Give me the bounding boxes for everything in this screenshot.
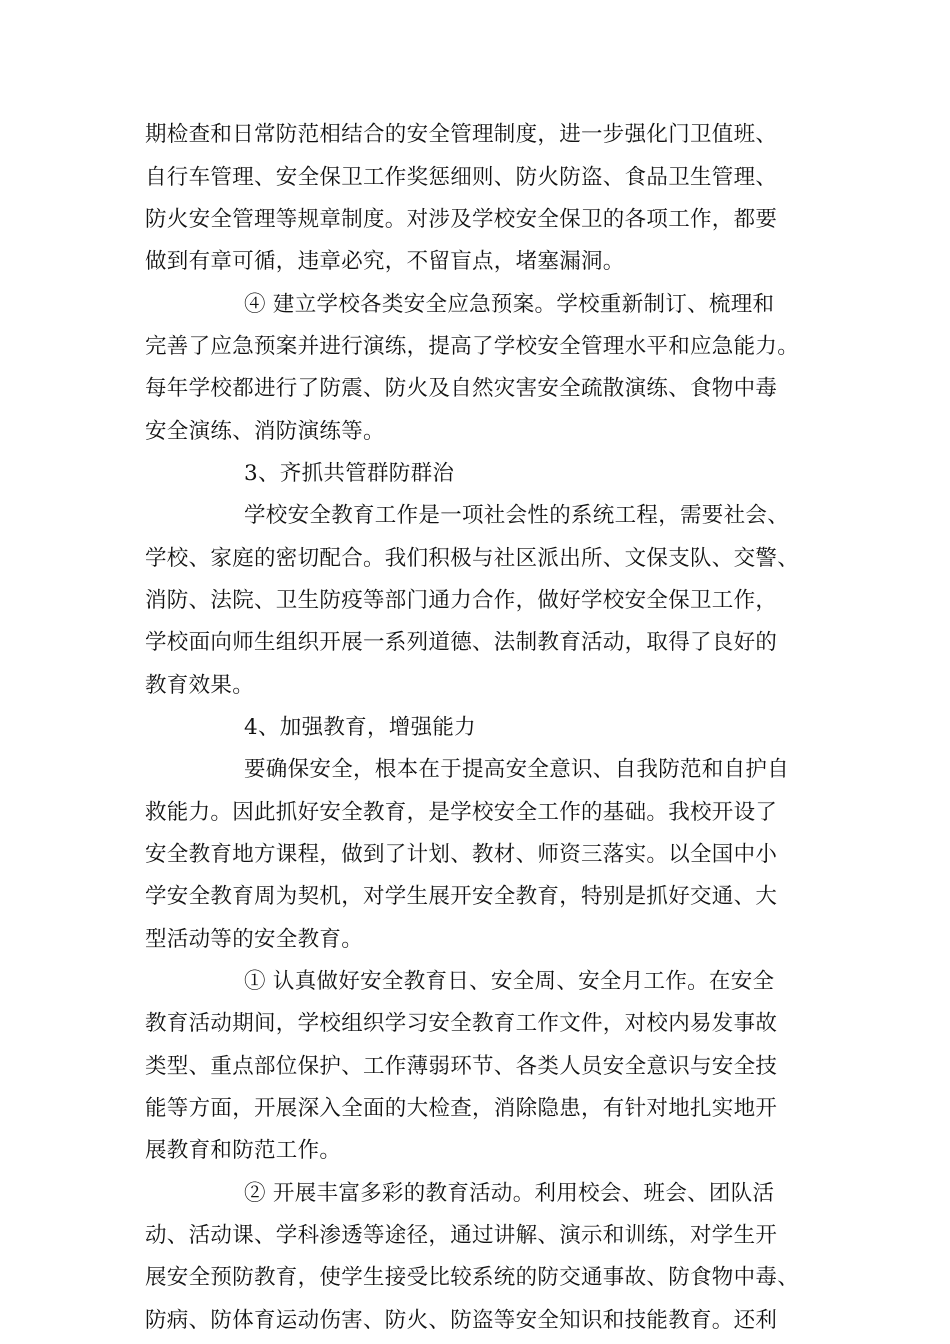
text-line: 安全演练、消防演练等。 (145, 419, 385, 444)
text-line: ② 开展丰富多彩的教育活动。利用校会、班会、团队活 (244, 1181, 775, 1206)
text-line: 防病、防体育运动伤害、防火、防盗等安全知识和技能教育。还利 (145, 1308, 778, 1333)
text-line: 做到有章可循，违章必究，不留盲点，堵塞漏洞。 (145, 249, 625, 274)
text-line: 救能力。因此抓好安全教育，是学校安全工作的基础。我校开设了 (145, 800, 778, 825)
section-heading: 4、加强教育，增强能力 (244, 715, 476, 740)
text-line: 学安全教育周为契机，对学生展开安全教育，特别是抓好交通、大 (145, 884, 778, 909)
text-line: 教育效果。 (145, 673, 255, 698)
text-line: 展教育和防范工作。 (145, 1138, 342, 1163)
text-line: 自行车管理、安全保卫工作奖惩细则、防火防盗、食品卫生管理、 (145, 165, 778, 190)
text-line: 完善了应急预案并进行演练，提高了学校安全管理水平和应急能力。 (145, 334, 800, 359)
text-line: 型活动等的安全教育。 (145, 927, 364, 952)
text-line: 期检查和日常防范相结合的安全管理制度，进一步强化门卫值班、 (145, 122, 778, 147)
text-line: 防火安全管理等规章制度。对涉及学校安全保卫的各项工作，都要 (145, 207, 778, 232)
text-line: 教育活动期间，学校组织学习安全教育工作文件，对校内易发事故 (145, 1011, 778, 1036)
text-line: 要确保安全，根本在于提高安全意识、自我防范和自护自 (244, 757, 790, 782)
text-line: 学校面向师生组织开展一系列道德、法制教育活动，取得了良好的 (145, 630, 778, 655)
text-line: 学校、家庭的密切配合。我们积极与社区派出所、文保支队、交警、 (145, 546, 800, 571)
text-line: ① 认真做好安全教育日、安全周、安全月工作。在安全 (244, 969, 775, 994)
section-heading: 3、齐抓共管群防群治 (244, 461, 455, 486)
text-line: 动、活动课、学科渗透等途径，通过讲解、演示和训练，对学生开 (145, 1223, 778, 1248)
text-line: 每年学校都进行了防震、防火及自然灾害安全疏散演练、食物中毒 (145, 376, 778, 401)
text-line: 展安全预防教育，使学生接受比较系统的防交通事故、防食物中毒、 (145, 1265, 800, 1290)
text-line: 学校安全教育工作是一项社会性的系统工程，需要社会、 (244, 503, 790, 528)
text-line: ④ 建立学校各类安全应急预案。学校重新制订、梳理和 (244, 292, 775, 317)
text-line: 安全教育地方课程，做到了计划、教材、师资三落实。以全国中小 (145, 842, 778, 867)
text-line: 消防、法院、卫生防疫等部门通力合作，做好学校安全保卫工作， (145, 588, 778, 613)
text-line: 类型、重点部位保护、工作薄弱环节、各类人员安全意识与安全技 (145, 1054, 778, 1079)
text-line: 能等方面，开展深入全面的大检查，消除隐患，有针对地扎实地开 (145, 1096, 778, 1121)
